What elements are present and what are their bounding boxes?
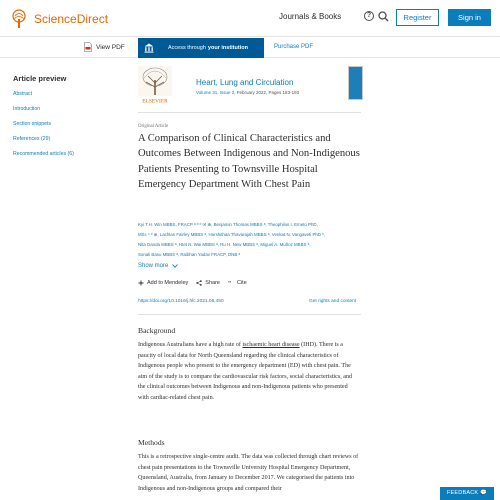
background-heading: Background [138, 326, 176, 335]
article-outline [13, 74, 113, 166]
cite-button[interactable] [228, 280, 247, 286]
quote-icon [228, 280, 234, 286]
access-prefix: Access through [168, 45, 206, 51]
view-pdf-label: View PDF [96, 43, 125, 51]
journal-title[interactable]: Heart, Lung and Circulation [196, 78, 294, 87]
rights-link[interactable]: Get rights and content [309, 299, 357, 304]
signin-button[interactable]: Sign in [448, 9, 491, 26]
chevron-down-icon [172, 264, 178, 268]
journal-header [138, 66, 363, 104]
journal-cover-image[interactable] [348, 66, 363, 100]
svg-text:”: ” [227, 280, 232, 286]
divider [138, 112, 361, 113]
outline-section-snippets[interactable]: Section snippets [13, 121, 52, 127]
publisher-wordmark: ELSEVIER [142, 98, 168, 104]
add-mendeley-label: Add to Mendeley [147, 280, 189, 286]
methods-paragraph: This is a retrospective single-centre audit. The data was collected through chart reviews of chest pain presentations to the Townsville University Hospital Emergency Department, Queensland, Australia, from January to December 2017. We categorised the patients into Indigenous and non-Indigenous groups and compared their [138, 454, 359, 492]
show-more-button[interactable] [138, 263, 178, 269]
journal-date-pages: , February 2022, Pages 183-193 [234, 90, 300, 95]
elsevier-logo[interactable] [138, 66, 172, 104]
institution-icon [144, 43, 154, 53]
institution-access-button[interactable] [138, 38, 264, 58]
share-button[interactable] [196, 280, 220, 286]
background-text-continued: (IHD). There is a paucity of local data for North Queensland regarding the clinical characteristics of Indigenous people who present to the emergency department (ED) with chest pain. The aim of the study is to compare the cardiovascular risk factors, social characteristics, and the clinical outcomes between Indigenous and non-Indigenous patients who presented with cardiac-related chest pain. [138, 342, 353, 401]
purchase-pdf-link[interactable]: Purchase PDF [274, 44, 314, 50]
author-list [138, 220, 360, 260]
pdf-toolbar [0, 38, 500, 58]
author-line[interactable]: MSc ᶜ ᵈ ⊕, Lachlan Fairley MBBS ᵃ, Harshithaa Thavarajah MBBS ᵃ, Venkat N. Vangaveti PhD ᵇ, [138, 232, 326, 237]
outline-references[interactable]: References (29) [13, 136, 51, 142]
add-mendeley-button[interactable] [138, 280, 188, 286]
plus-icon [138, 280, 144, 286]
background-text: Indigenous Australians have a high rate of [138, 342, 243, 348]
methods-heading: Methods [138, 438, 165, 447]
outline-recommended[interactable]: Recommended articles (6) [13, 151, 74, 157]
journal-volume-link[interactable]: Volume 31, Issue 2 [196, 90, 235, 95]
author-line[interactable]: Sonali Basu MBBS ᵃ, Raibhan Yadav FRACP, DNB ᵃ [138, 252, 241, 257]
brand-name: ScienceDirect [34, 12, 109, 26]
access-institution: your institution [207, 45, 248, 51]
journals-books-link[interactable]: Journals & Books [279, 12, 342, 21]
feedback-button[interactable]: FEEDBACK 💬 [440, 487, 494, 500]
journal-meta [196, 90, 299, 95]
sidebar-title: Article preview [13, 74, 67, 83]
view-pdf-button[interactable] [84, 42, 125, 52]
ihd-term-link[interactable]: ischaemic heart disease [242, 342, 300, 348]
share-icon [196, 280, 202, 286]
brand-home-link[interactable] [10, 9, 108, 29]
article-actions [138, 280, 255, 286]
author-line[interactable]: Nita Danda MBBS ᵃ, Htet N. Wai MBBS ᵃ, Ru H. New MBBS ᵃ, Miguel A. Muñoz MBBS ᵃ, [138, 242, 311, 247]
background-paragraph [138, 340, 360, 404]
search-icon[interactable] [378, 11, 389, 22]
divider [138, 314, 361, 315]
article-title: A Comparison of Clinical Characteristics and Outcomes Between Indigenous and Non-Indigenous Patients Presenting to Townsville Hospital Emergency Department With Chest Pain [138, 133, 360, 190]
top-header [0, 0, 500, 37]
register-button[interactable]: Register [396, 9, 439, 26]
author-line[interactable]: Kyi T.H. Win MBBS, FRACP ᵃ ᵇ ᵈ ✉ ⊕, Benjamin Thomas MBBS ᵃ, Theophilus I. Emeto PhD, [138, 222, 318, 227]
outline-introduction[interactable]: Introduction [13, 106, 41, 112]
show-more-label: Show more [138, 263, 169, 269]
cite-label: Cite [236, 280, 247, 286]
share-label: Share [205, 280, 220, 286]
outline-abstract[interactable]: Abstract [13, 91, 33, 97]
help-icon[interactable]: ? [364, 11, 374, 21]
article-type: Original Article [138, 124, 169, 129]
doi-link[interactable]: https://doi.org/10.1016/j.hlc.2021.06.450 [138, 299, 224, 304]
pdf-icon [84, 42, 92, 52]
elsevier-tree-icon [10, 9, 28, 29]
